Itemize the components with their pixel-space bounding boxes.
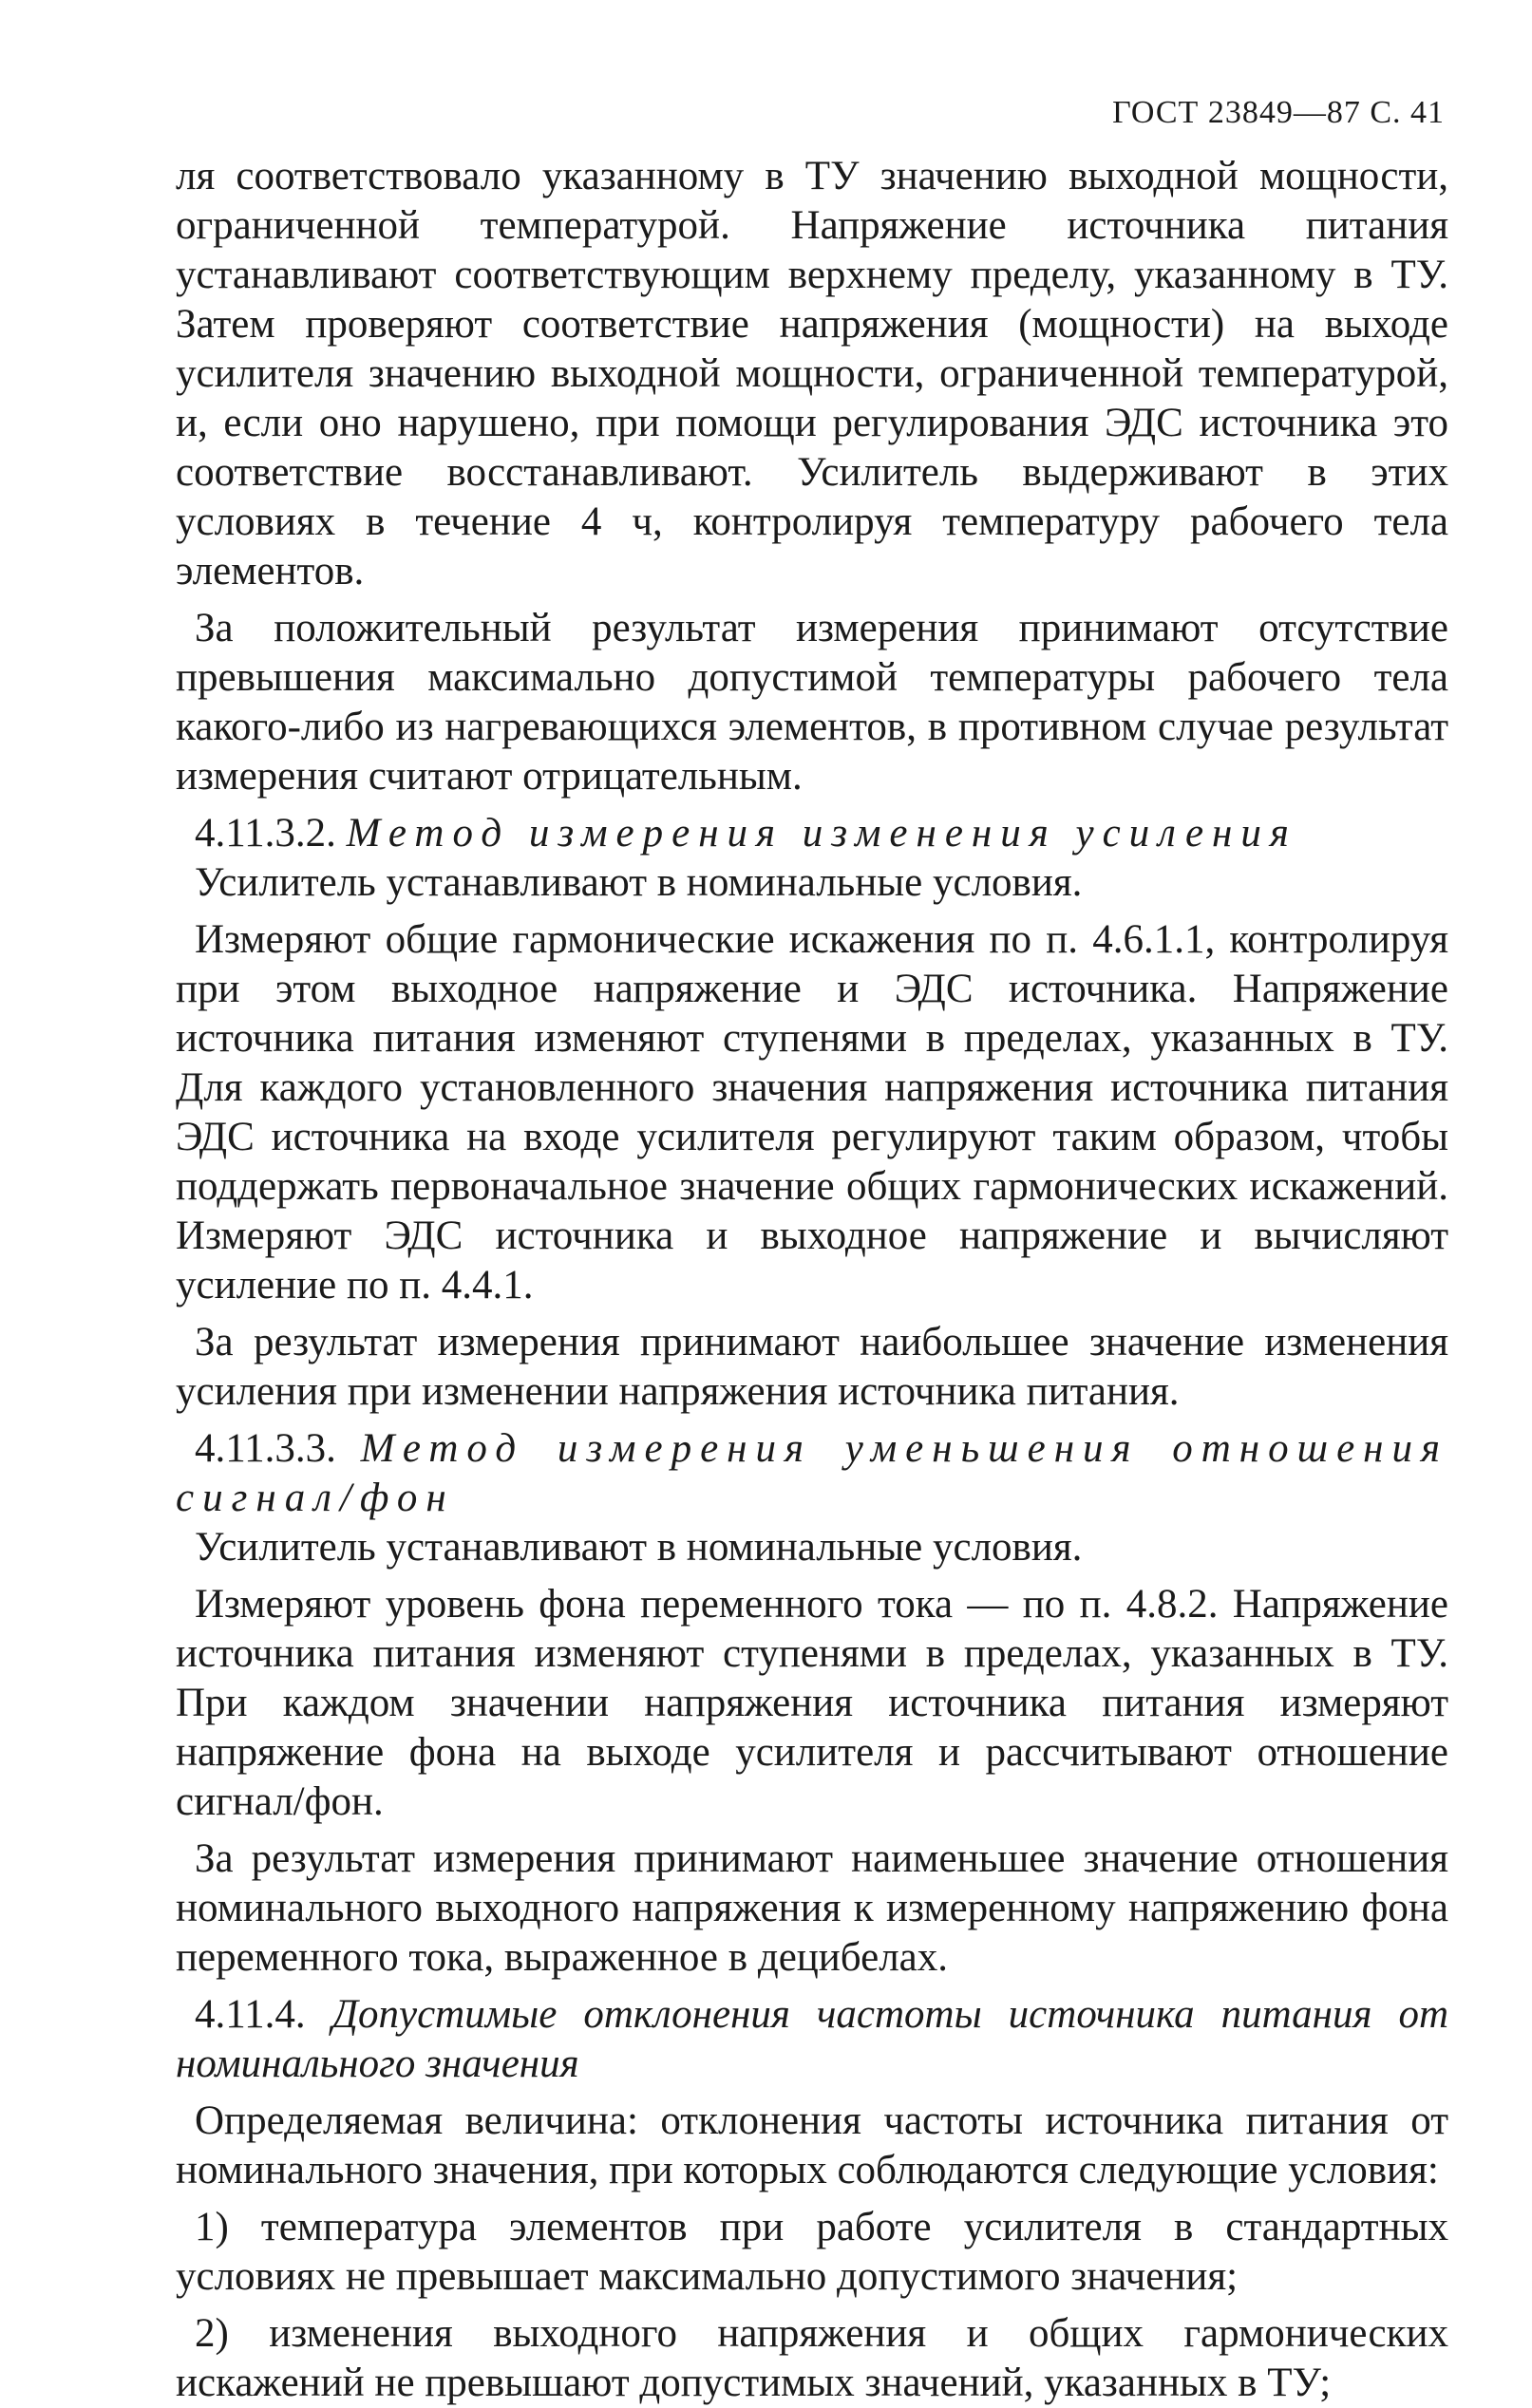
paragraph-positive-result: За положительный результат измерения принимают отсутствие превышения максимально допустимой температуры рабочего тела какого-либо из нагревающихся элементов, в противном случае результат измерения считают отрицательным. (176, 606, 1448, 799)
section-title: Метод измерения уменьшения отношения сигнал/фон (176, 1426, 1448, 1520)
section-heading-4-11-3-2 (176, 809, 1448, 858)
list-item: 1) температура элементов при работе усилителя в стандартных условиях не превышает максимально допустимого значения; (176, 2205, 1448, 2299)
section-number: 4.11.3.2. (195, 811, 336, 856)
paragraph: Измеряют уровень фона переменного тока — по п. 4.8.2. Напряжение источника питания изменяют ступенями в пределах, указанных в ТУ. При каждом значении напряжения источника питания измеряют напряжение фона на выходе усилителя и рассчитывают отношение сигнал/фон. (176, 1582, 1448, 1824)
section-title: Метод измерения изменения усиления (346, 811, 1297, 856)
section-number: 4.11.4. (195, 1992, 306, 2037)
paragraph: Усилитель устанавливают в номинальные условия. (195, 1525, 1083, 1570)
paragraph: Определяемая величина: отклонения частоты источника питания от номинального значения, при которых соблюдаются следующие условия: (176, 2098, 1448, 2192)
section-heading-4-11-4 (176, 1990, 1448, 2089)
paragraph-continuation: ля соответствовало указанному в ТУ значению выходной мощности, ограниченной температурой. Напряжение источника питания устанавливают соответствующим верхнему пределу, указанному в ТУ. Затем проверяют соответствие напряжения (мощности) на выходе усилителя значению выходной мощности, ограниченной температурой, и, если оно нарушено, при помощи регулирования ЭДС источника это соответствие восстанавливают. Усилитель выдерживают в этих условиях в течение 4 ч, контролируя температуру рабочего тела элементов. (176, 154, 1448, 593)
section-title: Допустимые отклонения частоты источника питания от номинального значения (176, 1992, 1449, 2086)
paragraph: Измеряют общие гармонические искажения по п. 4.6.1.1, контролируя при этом выходное напряжение и ЭДС источника. Напряжение источника питания изменяют ступенями в пределах, указанных в ТУ. Для каждого установленного значения напряжения источника питания ЭДС источника на входе усилителя регулируют таким образом, чтобы поддержать первоначальное значение общих гармонических искажений. Измеряют ЭДС источника и выходное напряжение и вычисляют усиление по п. 4.4.1. (176, 917, 1448, 1307)
section-heading-4-11-3-3 (176, 1424, 1448, 1523)
page-header: ГОСТ 23849—87 С. 41 (1112, 95, 1445, 130)
paragraph: За результат измерения принимают наибольшее значение изменения усиления при изменении напряжения источника питания. (176, 1320, 1448, 1414)
document-page (176, 95, 1448, 2408)
paragraph: За результат измерения принимают наименьшее значение отношения номинального выходного напряжения к измеренному напряжению фона переменного тока, выраженное в децибелах. (176, 1836, 1448, 1980)
list-item: 2) изменения выходного напряжения и общих гармонических искажений не превышают допустимых значений, указанных в ТУ; (176, 2311, 1448, 2405)
paragraph: Усилитель устанавливают в номинальные условия. (195, 860, 1083, 905)
section-number: 4.11.3.3. (195, 1426, 336, 1471)
